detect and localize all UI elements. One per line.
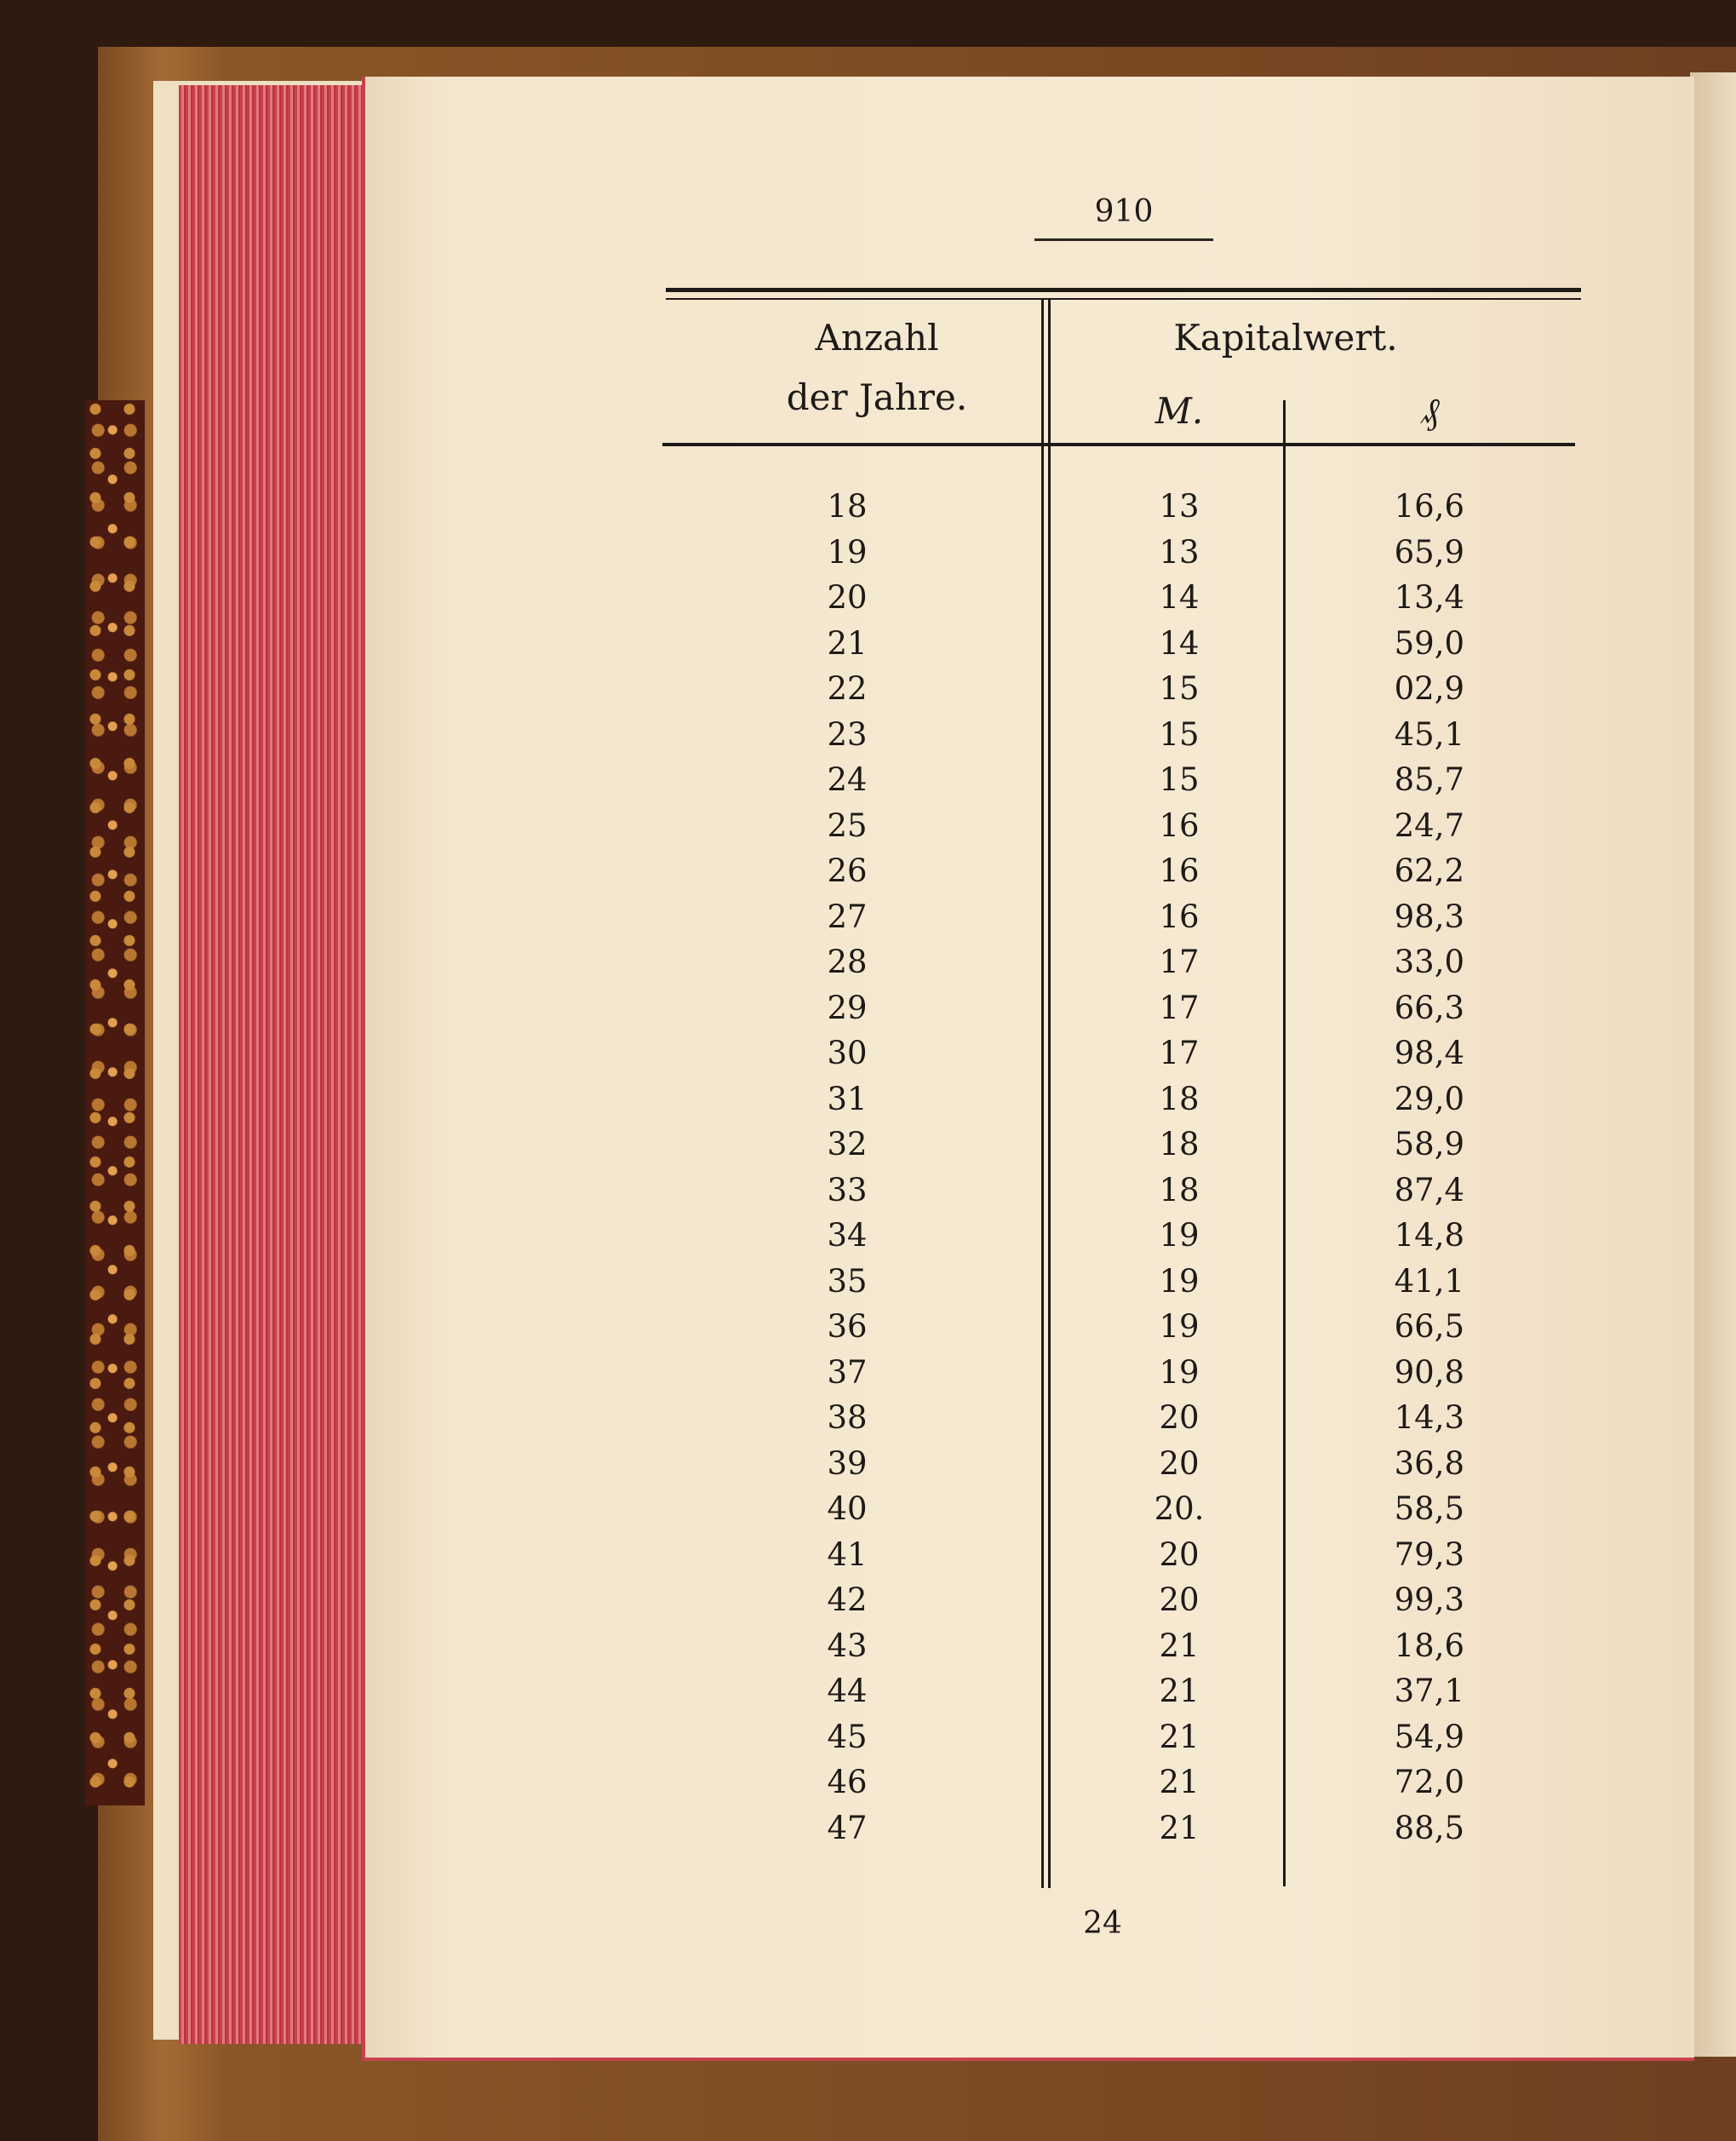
- pfennig-cell: 62,2: [1394, 852, 1464, 889]
- table-row: [0, 1764, 1736, 1810]
- table-row: [0, 852, 1736, 898]
- pfennig-cell: 18,6: [1394, 1627, 1464, 1664]
- pfennig-cell: 58,9: [1394, 1126, 1464, 1162]
- table-row: [0, 1172, 1736, 1218]
- mark-cell: 20.: [1154, 1490, 1205, 1527]
- pfennig-cell: 14,8: [1394, 1217, 1464, 1254]
- years-cell: 18: [827, 488, 868, 525]
- years-cell: 38: [827, 1399, 868, 1436]
- years-cell: 47: [827, 1810, 868, 1846]
- years-cell: 42: [827, 1581, 868, 1618]
- table-row: [0, 761, 1736, 807]
- mark-cell: 17: [1159, 944, 1200, 980]
- table-row: [0, 1581, 1736, 1627]
- pfennig-cell: 88,5: [1394, 1810, 1464, 1846]
- years-cell: 20: [827, 579, 868, 616]
- pfennig-cell: 99,3: [1394, 1581, 1464, 1618]
- table-row: [0, 1627, 1736, 1673]
- years-cell: 28: [827, 944, 868, 980]
- mark-cell: 21: [1159, 1719, 1200, 1755]
- years-cell: 41: [827, 1536, 868, 1573]
- mark-cell: 19: [1159, 1308, 1200, 1345]
- table-row: [0, 488, 1736, 534]
- table-row: [0, 1308, 1736, 1354]
- years-cell: 35: [827, 1263, 868, 1300]
- years-cell: 24: [827, 761, 868, 798]
- mark-cell: 20: [1159, 1581, 1200, 1618]
- mark-cell: 21: [1159, 1810, 1200, 1846]
- table-row: [0, 898, 1736, 944]
- table-row: [0, 716, 1736, 762]
- pfennig-cell: 66,3: [1394, 990, 1464, 1026]
- table-row: [0, 1399, 1736, 1445]
- table-row: [0, 990, 1736, 1036]
- table-row: [0, 944, 1736, 990]
- years-cell: 31: [827, 1081, 868, 1117]
- table-row: [0, 1810, 1736, 1856]
- table-row: [0, 1354, 1736, 1400]
- mark-cell: 15: [1159, 670, 1200, 707]
- table-row: [0, 1490, 1736, 1536]
- years-cell: 37: [827, 1354, 868, 1391]
- pfennig-cell: 45,1: [1394, 716, 1464, 753]
- pfennig-cell: 79,3: [1394, 1536, 1464, 1573]
- table-row: [0, 579, 1736, 625]
- pfennig-cell: 02,9: [1394, 670, 1464, 707]
- mark-cell: 21: [1159, 1673, 1200, 1709]
- pfennig-cell: 87,4: [1394, 1172, 1464, 1208]
- table-row: [0, 625, 1736, 671]
- table-top-rule-thin: [666, 298, 1581, 300]
- pfennig-cell: 14,3: [1394, 1399, 1464, 1436]
- mark-cell: 19: [1159, 1354, 1200, 1391]
- years-cell: 30: [827, 1035, 868, 1071]
- table-row: [0, 1719, 1736, 1765]
- pfennig-cell: 41,1: [1394, 1263, 1464, 1300]
- years-cell: 46: [827, 1764, 868, 1800]
- pfennig-cell: 59,0: [1394, 625, 1464, 662]
- years-cell: 43: [827, 1627, 868, 1664]
- years-cell: 25: [827, 807, 868, 844]
- years-cell: 34: [827, 1217, 868, 1254]
- mark-cell: 17: [1159, 990, 1200, 1026]
- mark-cell: 17: [1159, 1035, 1200, 1071]
- table-row: [0, 1035, 1736, 1081]
- table-row: [0, 1445, 1736, 1491]
- years-cell: 29: [827, 990, 868, 1026]
- pfennig-cell: 98,4: [1394, 1035, 1464, 1071]
- years-cell: 27: [827, 898, 868, 935]
- table-row: [0, 1263, 1736, 1309]
- years-cell: 36: [827, 1308, 868, 1345]
- mark-cell: 15: [1159, 716, 1200, 753]
- table-row: [0, 1217, 1736, 1263]
- header-years-line1: Anzahl: [815, 317, 939, 359]
- years-cell: 19: [827, 534, 868, 571]
- pfennig-cell: 58,5: [1394, 1490, 1464, 1527]
- header-bottom-rule: [662, 443, 1575, 446]
- pfennig-cell: 33,0: [1394, 944, 1464, 980]
- pfennig-cell: 65,9: [1394, 534, 1464, 571]
- mark-cell: 21: [1159, 1627, 1200, 1664]
- mark-cell: 15: [1159, 761, 1200, 798]
- mark-cell: 13: [1159, 534, 1200, 571]
- years-cell: 44: [827, 1673, 868, 1709]
- years-cell: 39: [827, 1445, 868, 1482]
- table-row: [0, 807, 1736, 853]
- pfennig-cell: 16,6: [1394, 488, 1464, 525]
- table-row: [0, 1673, 1736, 1719]
- table-row: [0, 1536, 1736, 1582]
- years-cell: 26: [827, 852, 868, 889]
- table-top-rule: [666, 288, 1581, 292]
- page-number: 910: [1094, 194, 1154, 229]
- table-row: [0, 670, 1736, 716]
- pfennig-cell: 66,5: [1394, 1308, 1464, 1345]
- table-row: [0, 1126, 1736, 1172]
- years-cell: 40: [827, 1490, 868, 1527]
- years-cell: 22: [827, 670, 868, 707]
- mark-cell: 20: [1159, 1536, 1200, 1573]
- years-cell: 33: [827, 1172, 868, 1208]
- mark-cell: 19: [1159, 1217, 1200, 1254]
- mark-cell: 19: [1159, 1263, 1200, 1300]
- pfennig-cell: 24,7: [1394, 807, 1464, 844]
- header-pfennig-unit: ₰: [1421, 390, 1440, 432]
- mark-cell: 16: [1159, 898, 1200, 935]
- mark-cell: 20: [1159, 1445, 1200, 1482]
- table-row: [0, 534, 1736, 580]
- pfennig-cell: 90,8: [1394, 1354, 1464, 1391]
- pfennig-cell: 36,8: [1394, 1445, 1464, 1482]
- mark-cell: 13: [1159, 488, 1200, 525]
- signature-mark: 24: [1083, 1906, 1122, 1941]
- mark-cell: 18: [1159, 1172, 1200, 1208]
- page-number-rule: [1034, 238, 1213, 241]
- mark-cell: 16: [1159, 852, 1200, 889]
- years-cell: 21: [827, 625, 868, 662]
- pfennig-cell: 13,4: [1394, 579, 1464, 616]
- pfennig-cell: 72,0: [1394, 1764, 1464, 1800]
- mark-cell: 18: [1159, 1081, 1200, 1117]
- years-cell: 45: [827, 1719, 868, 1755]
- table-row: [0, 1081, 1736, 1127]
- pfennig-cell: 98,3: [1394, 898, 1464, 935]
- pfennig-cell: 54,9: [1394, 1719, 1464, 1755]
- pfennig-cell: 37,1: [1394, 1673, 1464, 1709]
- pfennig-cell: 85,7: [1394, 761, 1464, 798]
- header-years-line2: der Jahre.: [786, 376, 968, 418]
- header-mark-unit: M.: [1154, 390, 1204, 432]
- mark-cell: 16: [1159, 807, 1200, 844]
- mark-cell: 18: [1159, 1126, 1200, 1162]
- years-cell: 32: [827, 1126, 868, 1162]
- pfennig-cell: 29,0: [1394, 1081, 1464, 1117]
- mark-cell: 21: [1159, 1764, 1200, 1800]
- header-capital-value: Kapitalwert.: [1173, 317, 1398, 359]
- mark-cell: 14: [1159, 579, 1200, 616]
- mark-cell: 20: [1159, 1399, 1200, 1436]
- years-cell: 23: [827, 716, 868, 753]
- mark-cell: 14: [1159, 625, 1200, 662]
